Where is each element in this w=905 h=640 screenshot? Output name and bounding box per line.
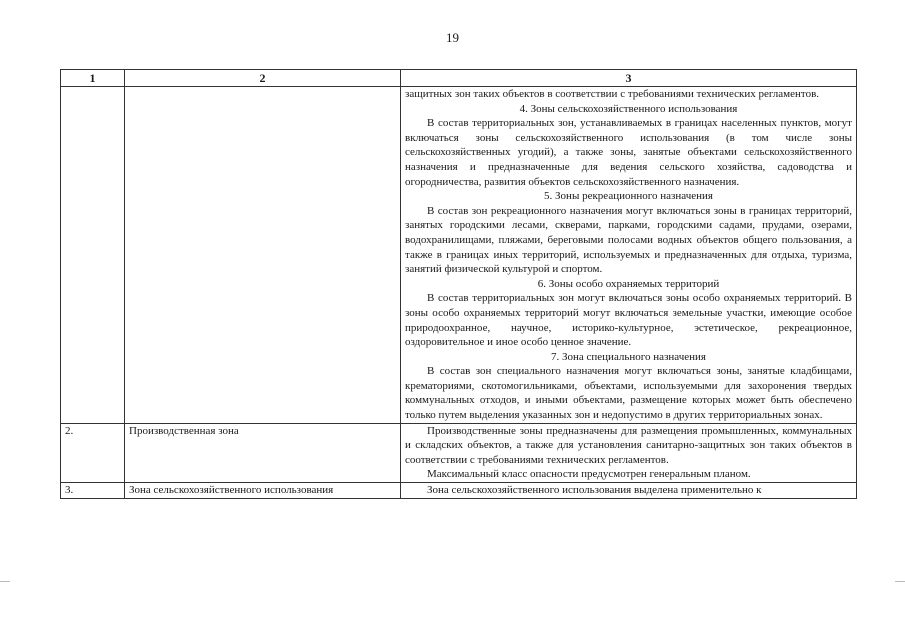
section-heading: 7. Зона специального назначения — [550, 350, 706, 363]
description-cell — [401, 87, 857, 424]
left-margin-mark — [0, 581, 10, 582]
paragraph: Производственные зоны предназначены для размещения промышленных, коммунальных и складских объектов, а также для установления санитарно-защитных зон таких объектов в соответствии с требованиями технических регламентов. — [405, 424, 852, 466]
section-heading: 4. Зоны сельскохозяйственного использования — [519, 102, 738, 115]
table-row — [61, 87, 857, 424]
paragraph: В состав территориальных зон, устанавливаемых в границах населенных пунктов, могут включаться зоны сельскохозяйственного использования (в том числе зоны сельскохозяйственных угодий), а также зоны, занятые объектами сельскохозяйственного назначения и предназначенные для ведения сельского хозяйства, садоводства и огородничества, развития объектов сельскохозяйственного назначения. — [405, 117, 852, 188]
zone-name-cell: Производственная зона — [125, 423, 401, 482]
column-header-number: 1 — [61, 70, 125, 87]
table-row — [61, 483, 857, 499]
row-number-cell: 2. — [61, 423, 125, 482]
paragraph: защитных зон таких объектов в соответствии с требованиями технических регламентов. — [405, 88, 820, 100]
table-header-row — [61, 70, 857, 87]
paragraph: В состав зон рекреационного назначения могут включаться зоны в границах территорий, занятых городскими лесами, скверами, парками, городскими садами, прудами, озерами, водохранилищами, пляжами, береговыми полосами водных объектов общего пользования, а также в границах иных территорий, используемых и предназначенных для отдыха, туризма, занятий физической культурой и спортом. — [405, 204, 852, 276]
paragraph: Максимальный класс опасности предусмотрен генеральным планом. — [427, 468, 751, 481]
paragraph: Зона сельскохозяйственного использования выделена применительно к — [427, 484, 762, 497]
row-number-cell: 3. — [61, 483, 125, 499]
page-number: 19 — [446, 30, 459, 45]
paragraph: В состав зон специального назначения могут включаться зоны, занятые кладбищами, крематориями, скотомогильниками, объектами, используемыми для захоронения твердых коммунальных отходов, и иными объектами, размещение которых может быть обеспечено только путем выделения указанных зон и недопустимо в других территориальных зонах. — [405, 365, 852, 422]
right-margin-mark — [895, 581, 905, 582]
table-body — [61, 87, 857, 499]
table-row — [61, 423, 857, 482]
description-cell — [401, 483, 857, 499]
description-cell — [401, 423, 857, 482]
column-header-description: 3 — [401, 70, 857, 87]
zones-table — [60, 69, 857, 499]
section-heading: 5. Зоны рекреационного назначения — [544, 190, 713, 203]
paragraph: В состав территориальных зон могут включаться зоны особо охраняемых территорий. В зоны особо охраняемых территорий могут включаться земельные участки, имеющие особое природоохранное, научное, историко-культурное, эстетическое, рекреационное, оздоровительное и иное особо ценное значение. — [405, 292, 852, 349]
zone-name-cell: Зона сельскохозяйственного использования — [125, 483, 401, 499]
row-number-cell — [61, 87, 125, 424]
column-header-zone-name: 2 — [125, 70, 401, 87]
zone-name-cell — [125, 87, 401, 424]
section-heading: 6. Зоны особо охраняемых территорий — [537, 277, 720, 290]
